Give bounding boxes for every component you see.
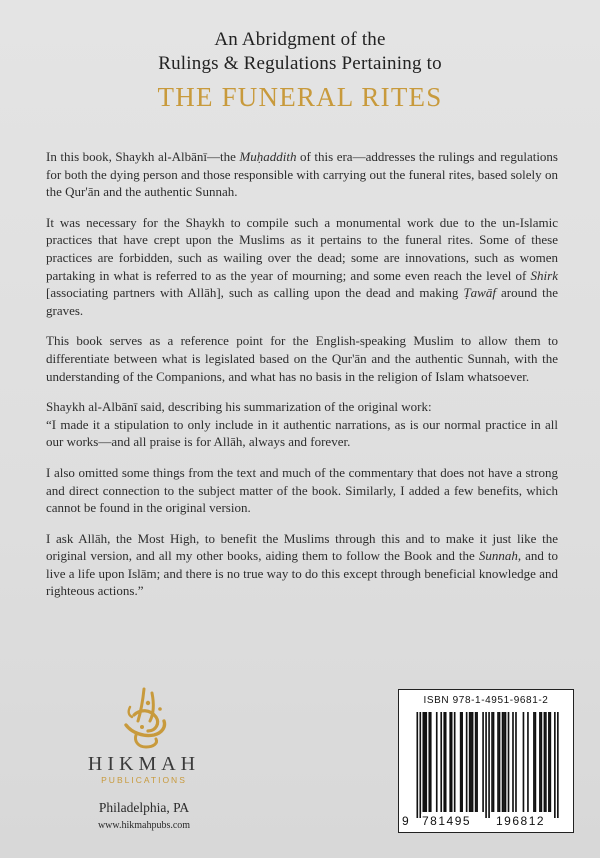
barcode-bar <box>428 712 430 812</box>
barcode-bar <box>550 712 552 812</box>
barcode-bar <box>508 712 510 812</box>
barcode-bar <box>557 712 559 818</box>
barcode-bar <box>461 712 463 812</box>
barcode-bar <box>430 712 432 812</box>
barcode-box <box>398 689 574 833</box>
publisher-website: www.hikmahpubs.com <box>97 820 191 831</box>
barcode-bar <box>416 712 418 818</box>
barcode-bar <box>505 712 507 812</box>
barcode-bar <box>515 712 517 812</box>
barcode-bar <box>554 712 556 818</box>
publisher-subtitle: PUBLICATIONS <box>101 775 187 785</box>
ean-digits-right: 196812 <box>496 814 546 828</box>
barcode-bar <box>499 712 501 812</box>
barcode-bar <box>466 712 468 812</box>
quote-paragraph-1: “I made it a stipulation to only include in it authentic narrations, as is our normal practice in all our works—and all praise is for Allāh, always and forever. <box>46 416 558 450</box>
isbn-label: ISBN 978-1-4951-9681-2 <box>423 695 549 706</box>
blurb-text <box>46 148 558 613</box>
barcode-bar <box>488 712 490 818</box>
barcode-bar <box>497 712 499 812</box>
blurb-paragraph-2: It was necessary for the Shaykh to compile such a monumental work due to the un-Islamic practices that have crept upon the Muslims as it pertains to the funeral rites. Some of these practices are forbidden, such as wailing over the dead; some are innovations, such as women partaking in what is referred to as the year of mourning; and some even reach the level of Shirk [associating partners with Allāh], such as calling upon the dead and making Ṭawāf around the graves. <box>46 214 558 318</box>
barcode-bar <box>419 712 421 818</box>
publisher-city: Philadelphia, PA <box>98 800 190 815</box>
barcode-bar <box>422 712 424 812</box>
barcode-bar <box>449 712 451 812</box>
publisher-name: HIKMAH <box>87 753 201 775</box>
quote-paragraph-3: I ask Allāh, the Most High, to benefit the Muslims through this and to make it just like the original version, and all my other books, aiding them to follow the Book and the Sunnah, and to live a life upon Islām; and there is no true way to do this except through beneficial knowledge and righteous actions.” <box>46 530 558 599</box>
barcode-bar <box>472 712 474 812</box>
ean-digits <box>399 814 573 830</box>
barcode-bar <box>545 712 547 812</box>
barcode-bar <box>482 712 484 812</box>
quote-intro: Shaykh al-Albānī said, describing his summarization of the original work: <box>46 399 432 415</box>
barcode-bar <box>523 712 525 812</box>
barcode-bar <box>493 712 495 812</box>
barcode-bar <box>445 712 447 812</box>
subtitle-line-1: An Abridgment of the <box>214 29 386 50</box>
barcode-bar <box>475 712 477 812</box>
publisher-logo <box>64 685 224 832</box>
barcode-bar <box>436 712 438 812</box>
barcode-bar <box>470 712 472 812</box>
ean-digit-first: 9 <box>402 814 411 828</box>
barcode-bar <box>443 712 445 812</box>
barcode-bar <box>491 712 493 812</box>
arabic-calligraphy-logo-icon <box>114 685 174 751</box>
barcode-bar <box>544 712 546 812</box>
barcode-bar <box>502 712 504 812</box>
barcode-bar <box>503 712 505 812</box>
barcode-bar <box>454 712 456 812</box>
barcode-bar <box>424 712 426 812</box>
barcode-bar <box>469 712 471 812</box>
barcode-bar <box>485 712 487 818</box>
barcode-bar <box>539 712 541 812</box>
barcode-bar <box>541 712 543 812</box>
barcode-bar <box>460 712 462 812</box>
barcode-bar <box>440 712 442 812</box>
subtitle-line-2: Rulings & Regulations Pertaining to <box>158 53 442 74</box>
ean-digits-left: 781495 <box>422 814 472 828</box>
barcode-bar <box>451 712 453 812</box>
barcode-bar <box>548 712 550 812</box>
blurb-paragraph-1: In this book, Shaykh al-Albānī—the Muḥaddith of this era—addresses the rulings and regulations for both the dying person and those responsible with carrying out the funeral rites, based solely on the Qur'ān and the authentic Sunnah. <box>46 149 558 200</box>
barcode-bar <box>476 712 478 812</box>
barcode-bar <box>527 712 529 812</box>
cover-header <box>0 28 600 113</box>
barcode-bar <box>535 712 537 812</box>
quote-paragraph-2: I also omitted some things from the text and much of the commentary that does not have a strong and direct connection to the subject matter of the book. Similarly, I added a few benefits, which cannot be found in the original version. <box>46 464 558 516</box>
barcode-bar <box>533 712 535 812</box>
barcode-icon <box>409 712 563 818</box>
barcode-bar <box>512 712 514 812</box>
blurb-paragraph-3: This book serves as a reference point for the English-speaking Muslim to allow them to differentiate between what is legislated based on the Qur'ān and the authentic Sunnah, with the understanding of the Companions, and what has no basis in the religion of Islam whatsoever. <box>46 333 558 384</box>
book-title: THE FUNERAL RITES <box>157 82 443 112</box>
barcode-bar <box>425 712 427 812</box>
